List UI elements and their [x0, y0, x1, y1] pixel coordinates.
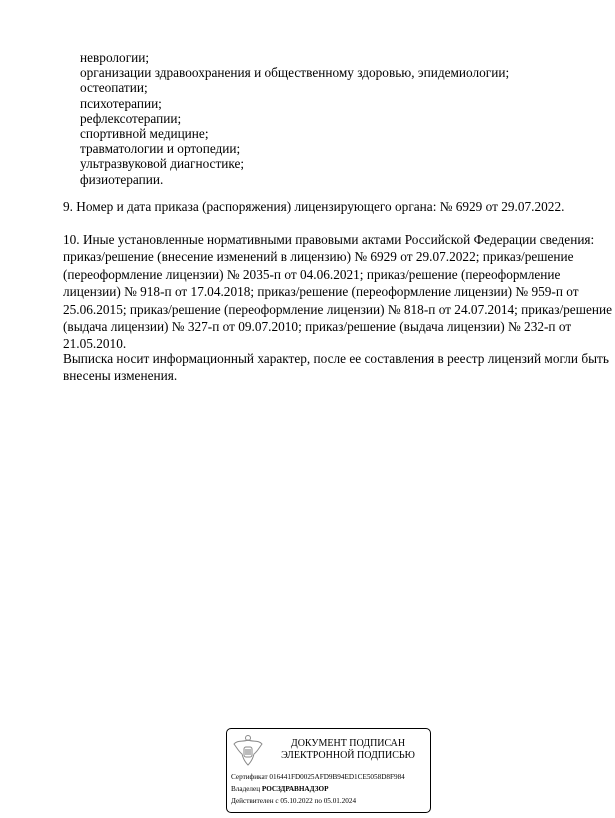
- list-item: физиотерапии.: [80, 171, 164, 187]
- list-item: травматологии и ортопедии;: [80, 141, 241, 157]
- list-item: спортивной медицине;: [80, 126, 209, 142]
- note-paragraph: [63, 350, 609, 385]
- item-9-paragraph: [63, 198, 564, 215]
- list-item: рефлексотерапии;: [80, 110, 182, 126]
- paragraph-line: 25.06.2015; приказ/решение (переоформление лицензии) № 818-п от 24.07.2014; приказ/решение: [63, 301, 612, 317]
- stamp-title-line: ЭЛЕКТРОННОЙ ПОДПИСЬЮ: [281, 750, 415, 761]
- stamp-title-line: ДОКУМЕНТ ПОДПИСАН: [290, 738, 406, 749]
- paragraph-line: приказ/решение (внесение изменений в лицензию) № 6929 от 29.07.2022; приказ/решение: [63, 249, 574, 265]
- paragraph-line: 10. Иные установленные нормативными правовыми актами Российской Федерации сведения:: [63, 232, 595, 247]
- paragraph-line: лицензии) № 918-п от 17.04.2018; приказ/решение (переоформление лицензии) № 959-п от: [63, 284, 579, 300]
- list-item: психотерапии;: [80, 95, 162, 111]
- owner-value: РОСЗДРАВНАДЗОР: [261, 785, 329, 793]
- paragraph-line: 21.05.2010.: [63, 336, 127, 352]
- list-item: организации здравоохранения и общественному здоровью, эпидемиологии;: [80, 65, 510, 81]
- certificate-value: 016441FD0025AFD9B94ED1CE5058D8F984: [269, 773, 405, 781]
- validity-line: Действителен с 05.10.2022 по 05.01.2024: [231, 797, 357, 805]
- owner-label: Владелец: [231, 785, 261, 793]
- item-10-paragraph: [63, 231, 612, 353]
- electronic-signature-stamp: [226, 728, 431, 813]
- list-item: неврологии;: [80, 50, 150, 65]
- owner-line: [231, 785, 329, 794]
- stamp-title: [267, 738, 429, 762]
- list-item: ультразвуковой диагностике;: [80, 156, 245, 172]
- paragraph-line: (переоформление лицензии) № 2035-п от 04.06.2021; приказ/решение (переоформление: [63, 266, 561, 282]
- item-9-text: 9. Номер и дата приказа (распоряжения) лицензирующего органа: № 6929 от 29.07.2022.: [63, 199, 565, 214]
- paragraph-line: Выписка носит информационный характер, после ее составления в реестр лицензий могли быть: [63, 351, 609, 366]
- paragraph-line: (выдача лицензии) № 327-п от 09.07.2010; приказ/решение (выдача лицензии) № 232-п от: [63, 319, 572, 335]
- certificate-line: [231, 773, 405, 782]
- paragraph-line: внесены изменения.: [63, 368, 178, 384]
- list-item: остеопатии;: [80, 80, 148, 96]
- certificate-label: Сертификат: [231, 773, 268, 781]
- coat-of-arms-icon: [233, 734, 263, 768]
- specialty-list: [80, 50, 509, 187]
